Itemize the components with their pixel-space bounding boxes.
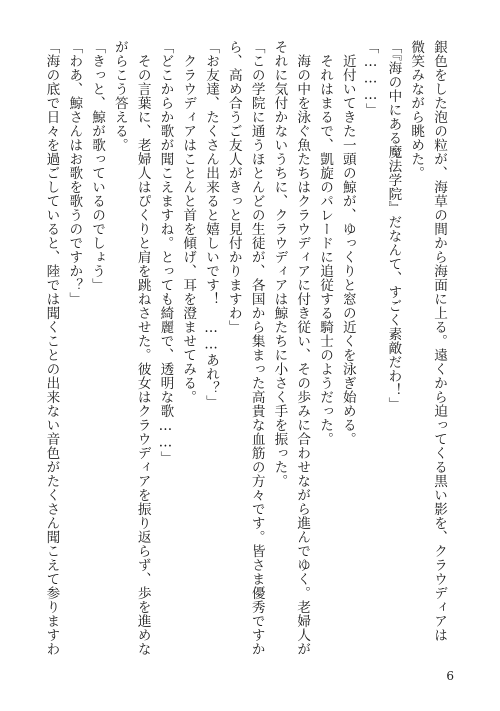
text-line: 海の中を泳ぐ魚たちはクラウディアに付き従い、その歩みに合わせながら進んでゆく。老婦人が <box>294 40 311 656</box>
text-line: クラウディアはことんと首を傾げ、耳を澄ませてみる。 <box>180 40 197 404</box>
text-line: 銀色をした泡の粒が、海草の間から海面に上る。遠くから迫ってくる黒い影を、クラウディアは <box>431 40 447 642</box>
text-line: それはまるで、凱旋のパレードに追従する騎士のようだった。 <box>317 40 334 446</box>
vertical-text-body <box>43 40 450 656</box>
text-line: その言葉に、老婦人はぴくりと肩を跳ねさせた。彼女はクラウディアを振り返らず、歩を進めな <box>134 40 151 656</box>
text-line: がらこう答える。 <box>111 40 128 152</box>
text-line: 「お友達、たくさん出来ると嬉しいです！ ……あれ？」 <box>203 40 220 409</box>
page-number: 6 <box>446 669 454 683</box>
text-line: それに気付かないうちに、クラウディアは鯨たちに小さく手を振った。 <box>271 40 288 488</box>
text-line: 「どこからか歌が聞こえますね。とっても綺麗で、透明な歌……」 <box>157 40 174 465</box>
text-line: 微笑みながら眺めた。 <box>408 40 425 180</box>
text-line: 「きっと、鯨が歌っているのでしょう」 <box>89 40 106 292</box>
text-line: 「海の底で日々を過ごしていると、陸では聞くことの出来ない音色がたくさん聞こえて参りますわ <box>43 40 60 656</box>
text-line: 近付いてきた一頭の鯨が、ゆっくりと窓の近くを泳ぎ始める。 <box>339 40 356 446</box>
text-line: 「『海の中にある魔法学院』だなんて、すごく素敵だわ！」 <box>385 40 402 412</box>
text-line: 「わあ、鯨さんはお歌を歌うのですか？」 <box>66 40 83 306</box>
text-line: 「この学院に通うほとんどの生徒が、各国から集まった高貴な血筋の方々です。皆さま優秀ですか <box>248 40 265 656</box>
text-line: 「………」 <box>362 40 379 118</box>
text-line: ら、高め合うご友人がきっと見付かりますわ」 <box>225 40 242 334</box>
